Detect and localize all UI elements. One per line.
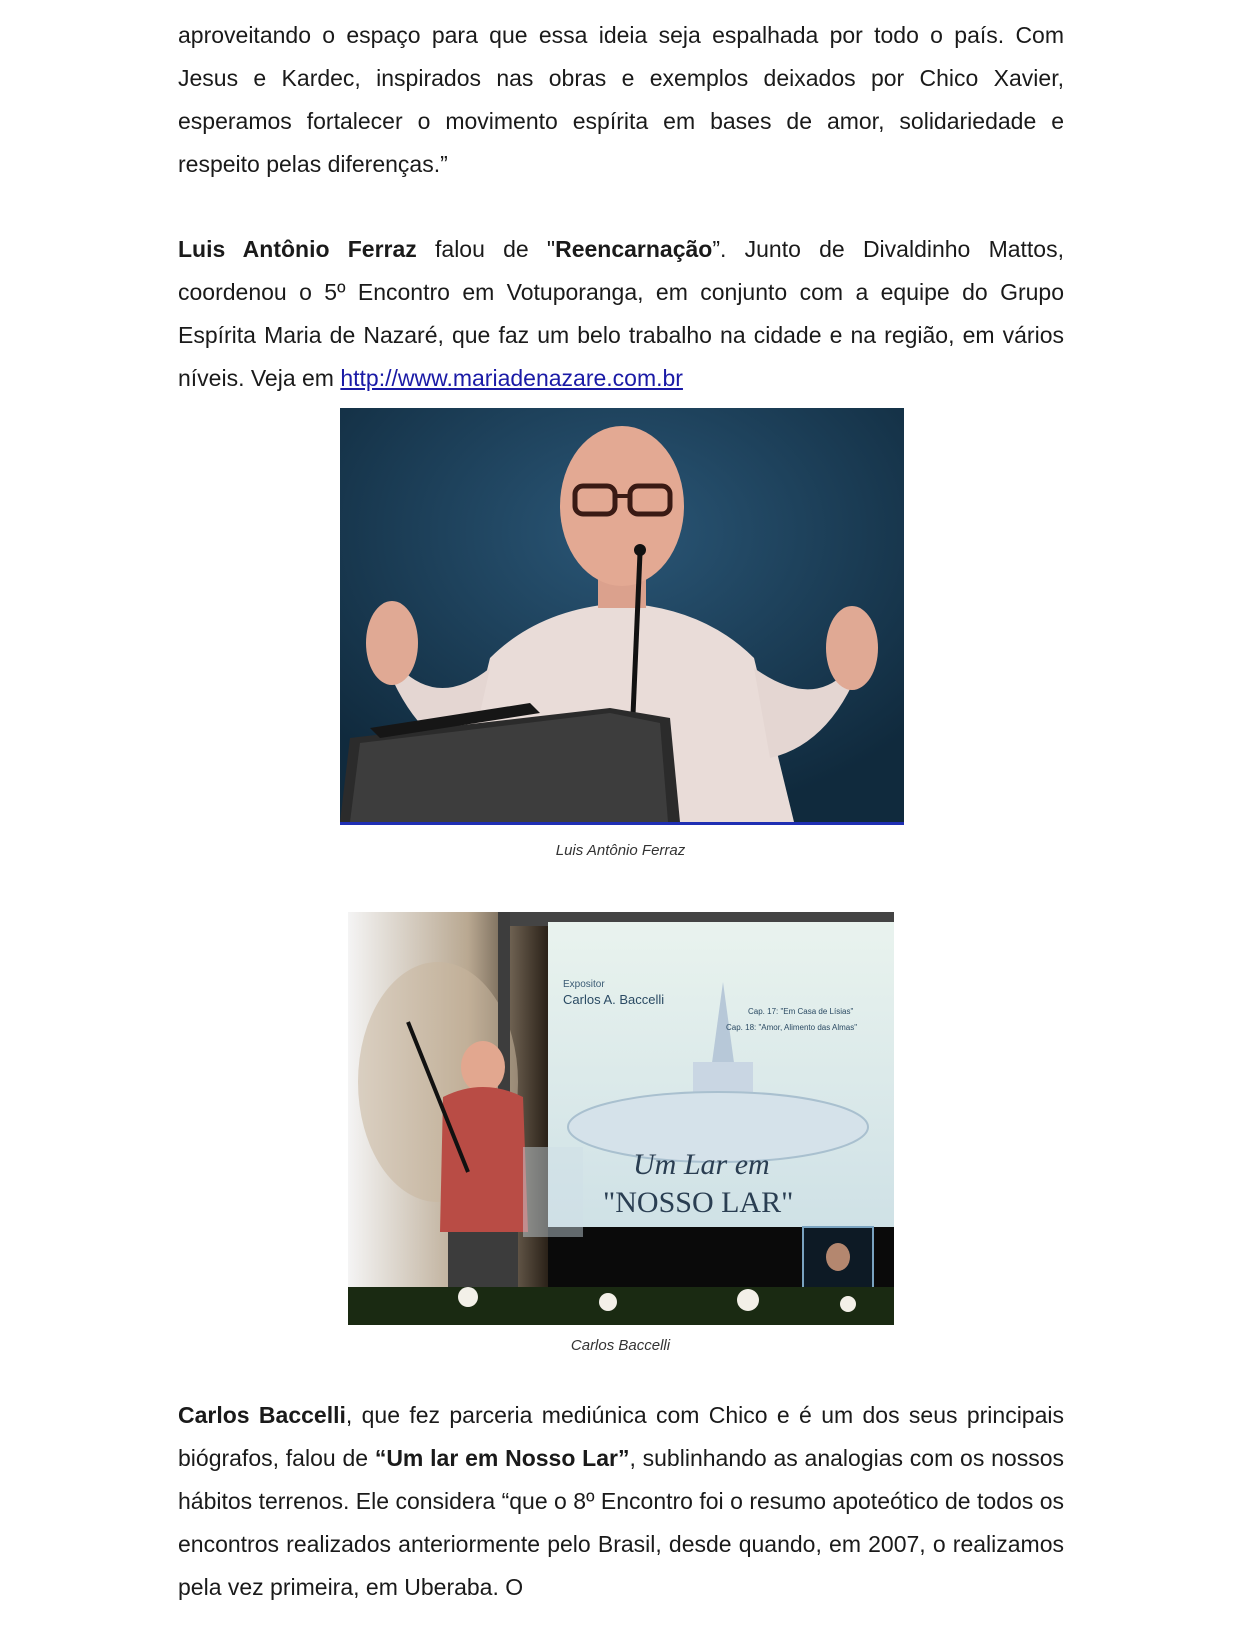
photo-caption-carlos: Carlos Baccelli — [570, 1337, 671, 1354]
photo-carlos-baccelli — [348, 912, 894, 1325]
screen-expositor-name: Carlos A. Baccelli — [563, 992, 665, 1007]
photo-caption-luis: Luis Antônio Ferraz — [555, 842, 686, 859]
screen-title-line1: Um Lar em — [633, 1148, 770, 1181]
speaker-name-carlos: Carlos Baccelli — [178, 1402, 346, 1428]
speaker-illustration — [340, 408, 904, 822]
screen-title-line2: "NOSSO LAR" — [603, 1186, 794, 1219]
paragraph-carlos-baccelli — [178, 1394, 1064, 1609]
paragraph-luis-ferraz — [178, 228, 1064, 400]
screen-cap17: Cap. 17: "Em Casa de Lísias" — [748, 1007, 854, 1016]
paragraph-text-part: , que fez parceria mediúnica com Chico e é um dos seus principais biógrafos, falou de — [178, 1402, 1064, 1471]
paragraph-text-part: falou de " — [416, 236, 556, 262]
talk-topic-reencarnacao: Reencarnação — [555, 236, 713, 262]
paragraph-text-part: ”. Junto de Divaldinho Mattos, coordenou o 5º Encontro em Votuporanga, em conjunto com a equipe do Grupo Espírita Maria de Nazaré, que faz um belo trabalho na cidade e na região, em vários níveis. Veja em — [178, 236, 1064, 391]
photo-luis-antonio-ferraz — [340, 408, 904, 825]
stage-illustration — [348, 912, 894, 1325]
paragraph-intro-text: aproveitando o espaço para que essa ideia seja espalhada por todo o país. Com Jesus e Kardec, inspirados nas obras e exemplos deixados por Chico Xavier, esperamos fortalecer o movimento espírita em bases de amor, solidariedade e respeito pelas diferenças.” — [178, 22, 1064, 177]
mariadenazare-link[interactable]: http://www.mariadenazare.com.br — [340, 365, 683, 391]
paragraph-intro-quote — [178, 14, 1064, 186]
screen-expositor-label: Expositor — [563, 979, 605, 990]
speaker-name-luis: Luis Antônio Ferraz — [178, 236, 417, 262]
screen-cap18: Cap. 18: "Amor, Alimento das Almas" — [726, 1023, 858, 1032]
paragraph-text-part: , sublinhando as analogias com os nossos hábitos terrenos. Ele considera “que o 8º Encontro foi o resumo apoteótico de todos os encontros realizados anteriormente pelo Brasil, desde quando, em 2007, o realizamos pela vez primeira, em Uberaba. O — [178, 1445, 1064, 1600]
talk-topic-um-lar: “Um lar em Nosso Lar” — [374, 1445, 630, 1471]
